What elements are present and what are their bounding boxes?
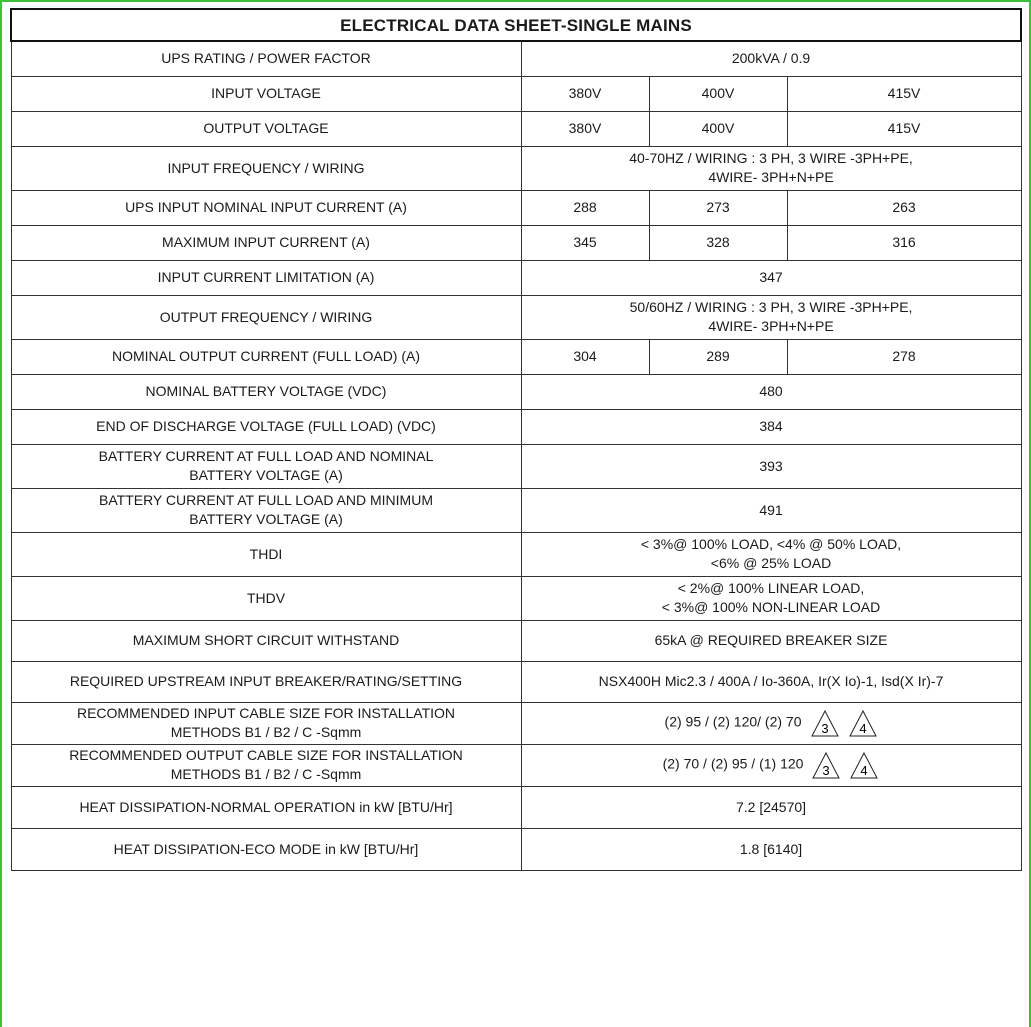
parameter-label: THDV: [11, 576, 521, 620]
parameter-label-line: BATTERY VOLTAGE (A): [189, 511, 343, 527]
table-row: [11, 444, 1021, 488]
parameter-label: MAXIMUM SHORT CIRCUIT WITHSTAND: [11, 620, 521, 661]
table-row: [11, 111, 1021, 146]
value-cell: 273: [649, 190, 787, 225]
top-border-line: [0, 0, 1031, 2]
value-cell: 278: [787, 339, 1021, 374]
parameter-label: NOMINAL BATTERY VOLTAGE (VDC): [11, 374, 521, 409]
parameter-label-line: RECOMMENDED INPUT CABLE SIZE FOR INSTALLATION: [76, 705, 456, 721]
parameter-label-line: METHODS B1 / B2 / C -Sqmm: [170, 724, 362, 740]
parameter-label: OUTPUT FREQUENCY / WIRING: [11, 295, 521, 339]
value-cell: 380V: [521, 76, 649, 111]
table-row: [11, 532, 1021, 576]
table-row: [11, 295, 1021, 339]
page-cutoff: [10, 1021, 1020, 1027]
value-span-cell: [521, 260, 1021, 295]
table-row: [11, 409, 1021, 444]
value-span-text: 7.2 [24570]: [735, 798, 807, 815]
value-span-cell: [521, 41, 1021, 76]
table-row: [11, 339, 1021, 374]
parameter-label: REQUIRED UPSTREAM INPUT BREAKER/RATING/SETTING: [11, 661, 521, 702]
value-span-text: NSX400H Mic2.3 / 400A / Io-360A, Ir(X Io)-1, Isd(X Ir)-7: [598, 673, 944, 689]
value-span-cell: [521, 744, 1021, 786]
parameter-label: UPS INPUT NOMINAL INPUT CURRENT (A): [11, 190, 521, 225]
table-row: [11, 146, 1021, 190]
parameter-label-line: BATTERY VOLTAGE (A): [189, 467, 343, 483]
value-span-cell: [521, 661, 1021, 702]
parameter-label: MAXIMUM INPUT CURRENT (A): [11, 225, 521, 260]
value-span-line: < 3%@ 100% LOAD, <4% @ 50% LOAD,: [640, 536, 902, 552]
table-row: [11, 41, 1021, 76]
table-row: [11, 661, 1021, 702]
table-row: [11, 260, 1021, 295]
revision-mark-label: 4: [858, 721, 867, 736]
revision-mark-icon: [811, 751, 841, 779]
parameter-label: [11, 744, 521, 786]
electrical-data-sheet-table: [10, 8, 1022, 871]
value-span-text: 480: [759, 383, 783, 399]
parameter-label: [11, 444, 521, 488]
parameter-label-line: RECOMMENDED OUTPUT CABLE SIZE FOR INSTALLATION: [69, 747, 463, 763]
value-span-cell: [521, 146, 1021, 190]
table-row: [11, 828, 1021, 870]
parameter-label: HEAT DISSIPATION-NORMAL OPERATION in kW [BTU/Hr]: [11, 786, 521, 828]
parameter-label-line: BATTERY CURRENT AT FULL LOAD AND MINIMUM: [99, 492, 433, 508]
table-row: [11, 620, 1021, 661]
table-row: [11, 190, 1021, 225]
value-cell: 263: [787, 190, 1021, 225]
parameter-label: END OF DISCHARGE VOLTAGE (FULL LOAD) (VDC): [11, 409, 521, 444]
table-row: [11, 374, 1021, 409]
value-cell: 380V: [521, 111, 649, 146]
value-span-line: 50/60HZ / WIRING : 3 PH, 3 WIRE -3PH+PE,: [629, 299, 913, 315]
revision-mark-icon: [849, 751, 879, 779]
table-row: [11, 702, 1021, 744]
value-span-line: 4WIRE- 3PH+N+PE: [708, 318, 834, 334]
value-span-text: (2) 95 / (2) 120/ (2) 70: [664, 713, 802, 730]
value-span-text: 347: [759, 269, 783, 285]
value-cell: 328: [649, 225, 787, 260]
value-cell: 316: [787, 225, 1021, 260]
parameter-label: HEAT DISSIPATION-ECO MODE in kW [BTU/Hr]: [11, 828, 521, 870]
parameter-label-line: BATTERY CURRENT AT FULL LOAD AND NOMINAL: [98, 448, 434, 464]
revision-mark-icon: [848, 709, 878, 737]
value-cell: 400V: [649, 111, 787, 146]
table-row: [11, 488, 1021, 532]
parameter-label-line: METHODS B1 / B2 / C -Sqmm: [170, 766, 362, 782]
value-span-line: < 3%@ 100% NON-LINEAR LOAD: [661, 599, 881, 615]
table-row: [11, 576, 1021, 620]
parameter-label: INPUT CURRENT LIMITATION (A): [11, 260, 521, 295]
value-span-cell: [521, 374, 1021, 409]
value-span-cell: [521, 620, 1021, 661]
value-span-line: < 2%@ 100% LINEAR LOAD,: [677, 580, 865, 596]
value-cell: 415V: [787, 111, 1021, 146]
revision-mark-label: 3: [822, 763, 831, 778]
value-cell: 289: [649, 339, 787, 374]
value-span-text: 393: [759, 457, 783, 474]
value-span-text: 491: [759, 501, 783, 518]
parameter-label: NOMINAL OUTPUT CURRENT (FULL LOAD) (A): [11, 339, 521, 374]
parameter-label: [11, 488, 521, 532]
value-span-text: (2) 70 / (2) 95 / (1) 120: [662, 755, 804, 772]
value-span-cell: [521, 488, 1021, 532]
value-span-cell: [521, 295, 1021, 339]
value-span-text: 200kVA / 0.9: [731, 50, 811, 67]
parameter-label: OUTPUT VOLTAGE: [11, 111, 521, 146]
value-cell: 288: [521, 190, 649, 225]
value-span-line: 4WIRE- 3PH+N+PE: [708, 169, 834, 185]
value-span-line: <6% @ 25% LOAD: [710, 555, 832, 571]
sheet-title: ELECTRICAL DATA SHEET-SINGLE MAINS: [11, 9, 1021, 41]
revision-mark-icon: [810, 709, 840, 737]
value-span-text: 65kA @ REQUIRED BREAKER SIZE: [654, 632, 888, 648]
table-body: [11, 9, 1021, 870]
parameter-label: UPS RATING / POWER FACTOR: [11, 41, 521, 76]
value-span-cell: [521, 786, 1021, 828]
parameter-label: [11, 702, 521, 744]
value-span-cell: [521, 444, 1021, 488]
left-border-line: [0, 0, 2, 1027]
value-span-text: 1.8 [6140]: [739, 840, 803, 857]
title-row: [11, 9, 1021, 41]
value-span-text: 384: [759, 418, 783, 434]
parameter-label: THDI: [11, 532, 521, 576]
parameter-label: INPUT FREQUENCY / WIRING: [11, 146, 521, 190]
value-cell: 345: [521, 225, 649, 260]
value-span-cell: [521, 828, 1021, 870]
parameter-label: INPUT VOLTAGE: [11, 76, 521, 111]
value-cell: 400V: [649, 76, 787, 111]
value-span-line: 40-70HZ / WIRING : 3 PH, 3 WIRE -3PH+PE,: [629, 150, 913, 166]
table-row: [11, 76, 1021, 111]
table-row: [11, 786, 1021, 828]
revision-mark-label: 4: [860, 763, 869, 778]
table-row: [11, 225, 1021, 260]
value-cell: 415V: [787, 76, 1021, 111]
value-cell: 304: [521, 339, 649, 374]
value-span-cell: [521, 409, 1021, 444]
value-span-cell: [521, 532, 1021, 576]
value-span-cell: [521, 576, 1021, 620]
revision-mark-label: 3: [820, 721, 829, 736]
value-span-cell: [521, 702, 1021, 744]
table-row: [11, 744, 1021, 786]
